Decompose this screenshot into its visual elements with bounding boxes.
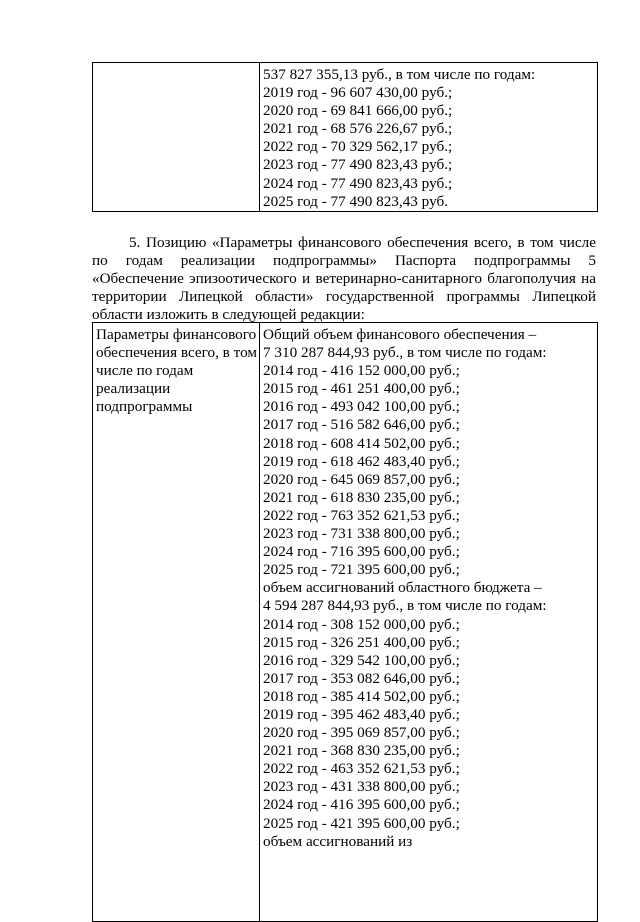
parameter-value-lines — [263, 326, 597, 851]
text-line: 2021 год - 618 830 235,00 руб.; — [263, 488, 460, 506]
paragraph-line: области изложить в следующей редакции: — [92, 306, 365, 324]
text-line: обеспечения всего, в том — [96, 344, 257, 362]
text-line: 2016 год - 493 042 100,00 руб.; — [263, 398, 460, 416]
text-line: 2024 год - 416 395 600,00 руб.; — [263, 796, 460, 814]
text-line: 2025 год - 421 395 600,00 руб.; — [263, 814, 460, 832]
text-line: 2024 год - 716 395 600,00 руб.; — [263, 543, 460, 561]
text-line: Общий объем финансового обеспечения – — [263, 326, 537, 343]
text-line: числе по годам — [96, 362, 194, 380]
text-line: 537 827 355,13 руб., в том числе по годам: — [263, 66, 536, 83]
parameter-name-cell — [93, 323, 260, 922]
text-line: 2017 год - 516 582 646,00 руб.; — [263, 416, 460, 434]
text-line: 2020 год - 645 069 857,00 руб.; — [263, 470, 460, 488]
paragraph-line: 5. Позицию «Параметры финансового обеспечения всего, в том числе — [129, 234, 596, 251]
text-line: 2022 год - 763 352 621,53 руб.; — [263, 506, 460, 524]
text-line: 2019 год - 96 607 430,00 руб.; — [263, 84, 453, 102]
text-line: 2015 год - 326 251 400,00 руб.; — [263, 633, 460, 651]
text-line: 2019 год - 395 462 483,40 руб.; — [263, 705, 460, 723]
text-line: 2022 год - 463 352 621,53 руб.; — [263, 760, 460, 778]
text-line: 2018 год - 385 414 502,00 руб.; — [263, 687, 460, 705]
top-table-lines — [263, 66, 597, 211]
text-line: реализации — [96, 380, 171, 398]
paragraph-line: территории Липецкой области» государственной программы Липецкой — [92, 288, 596, 306]
text-line: 2018 год - 608 414 502,00 руб.; — [263, 434, 460, 452]
text-line: 7 310 287 844,93 руб., в том числе по годам: — [263, 344, 547, 362]
text-line: 2021 год - 368 830 235,00 руб.; — [263, 742, 460, 760]
financing-parameters-table — [92, 322, 598, 922]
text-line: объем ассигнований областного бюджета – — [263, 579, 542, 597]
text-line: 2021 год - 68 576 226,67 руб.; — [263, 120, 453, 138]
top-financing-table — [92, 62, 598, 212]
text-line: 2020 год - 395 069 857,00 руб.; — [263, 724, 460, 742]
text-line: 2014 год - 416 152 000,00 руб.; — [263, 362, 460, 380]
text-line: 2023 год - 431 338 800,00 руб.; — [263, 778, 460, 796]
parameter-name-lines — [96, 326, 259, 416]
paragraph-line: «Обеспечение эпизоотического и ветеринарно-санитарного благополучия на — [92, 270, 596, 288]
text-line: 2023 год - 731 338 800,00 руб.; — [263, 525, 460, 543]
text-line: 2025 год - 721 395 600,00 руб.; — [263, 561, 460, 579]
paragraph-line: по годам реализации подпрограммы» Паспорта подпрограммы 5 — [92, 252, 596, 270]
text-line: 2017 год - 353 082 646,00 руб.; — [263, 669, 460, 687]
text-line: 2020 год - 69 841 666,00 руб.; — [263, 102, 453, 120]
text-line: подпрограммы — [96, 398, 193, 416]
text-line: 2025 год - 77 490 823,43 руб. — [263, 192, 448, 210]
text-line: 4 594 287 844,93 руб., в том числе по годам: — [263, 597, 547, 615]
top-table-right-cell — [260, 63, 598, 212]
text-line: 2019 год - 618 462 483,40 руб.; — [263, 452, 460, 470]
text-line: 2016 год - 329 542 100,00 руб.; — [263, 651, 460, 669]
text-line: Параметры финансового — [96, 326, 257, 343]
top-table-left-cell — [93, 63, 260, 212]
text-line: 2024 год - 77 490 823,43 руб.; — [263, 174, 453, 192]
parameter-value-cell — [260, 323, 598, 922]
text-line: 2022 год - 70 329 562,17 руб.; — [263, 138, 453, 156]
text-line: объем ассигнований из — [263, 832, 413, 850]
text-line: 2015 год - 461 251 400,00 руб.; — [263, 380, 460, 398]
amendment-paragraph — [92, 234, 596, 324]
text-line: 2023 год - 77 490 823,43 руб.; — [263, 156, 453, 174]
text-line: 2014 год - 308 152 000,00 руб.; — [263, 615, 460, 633]
